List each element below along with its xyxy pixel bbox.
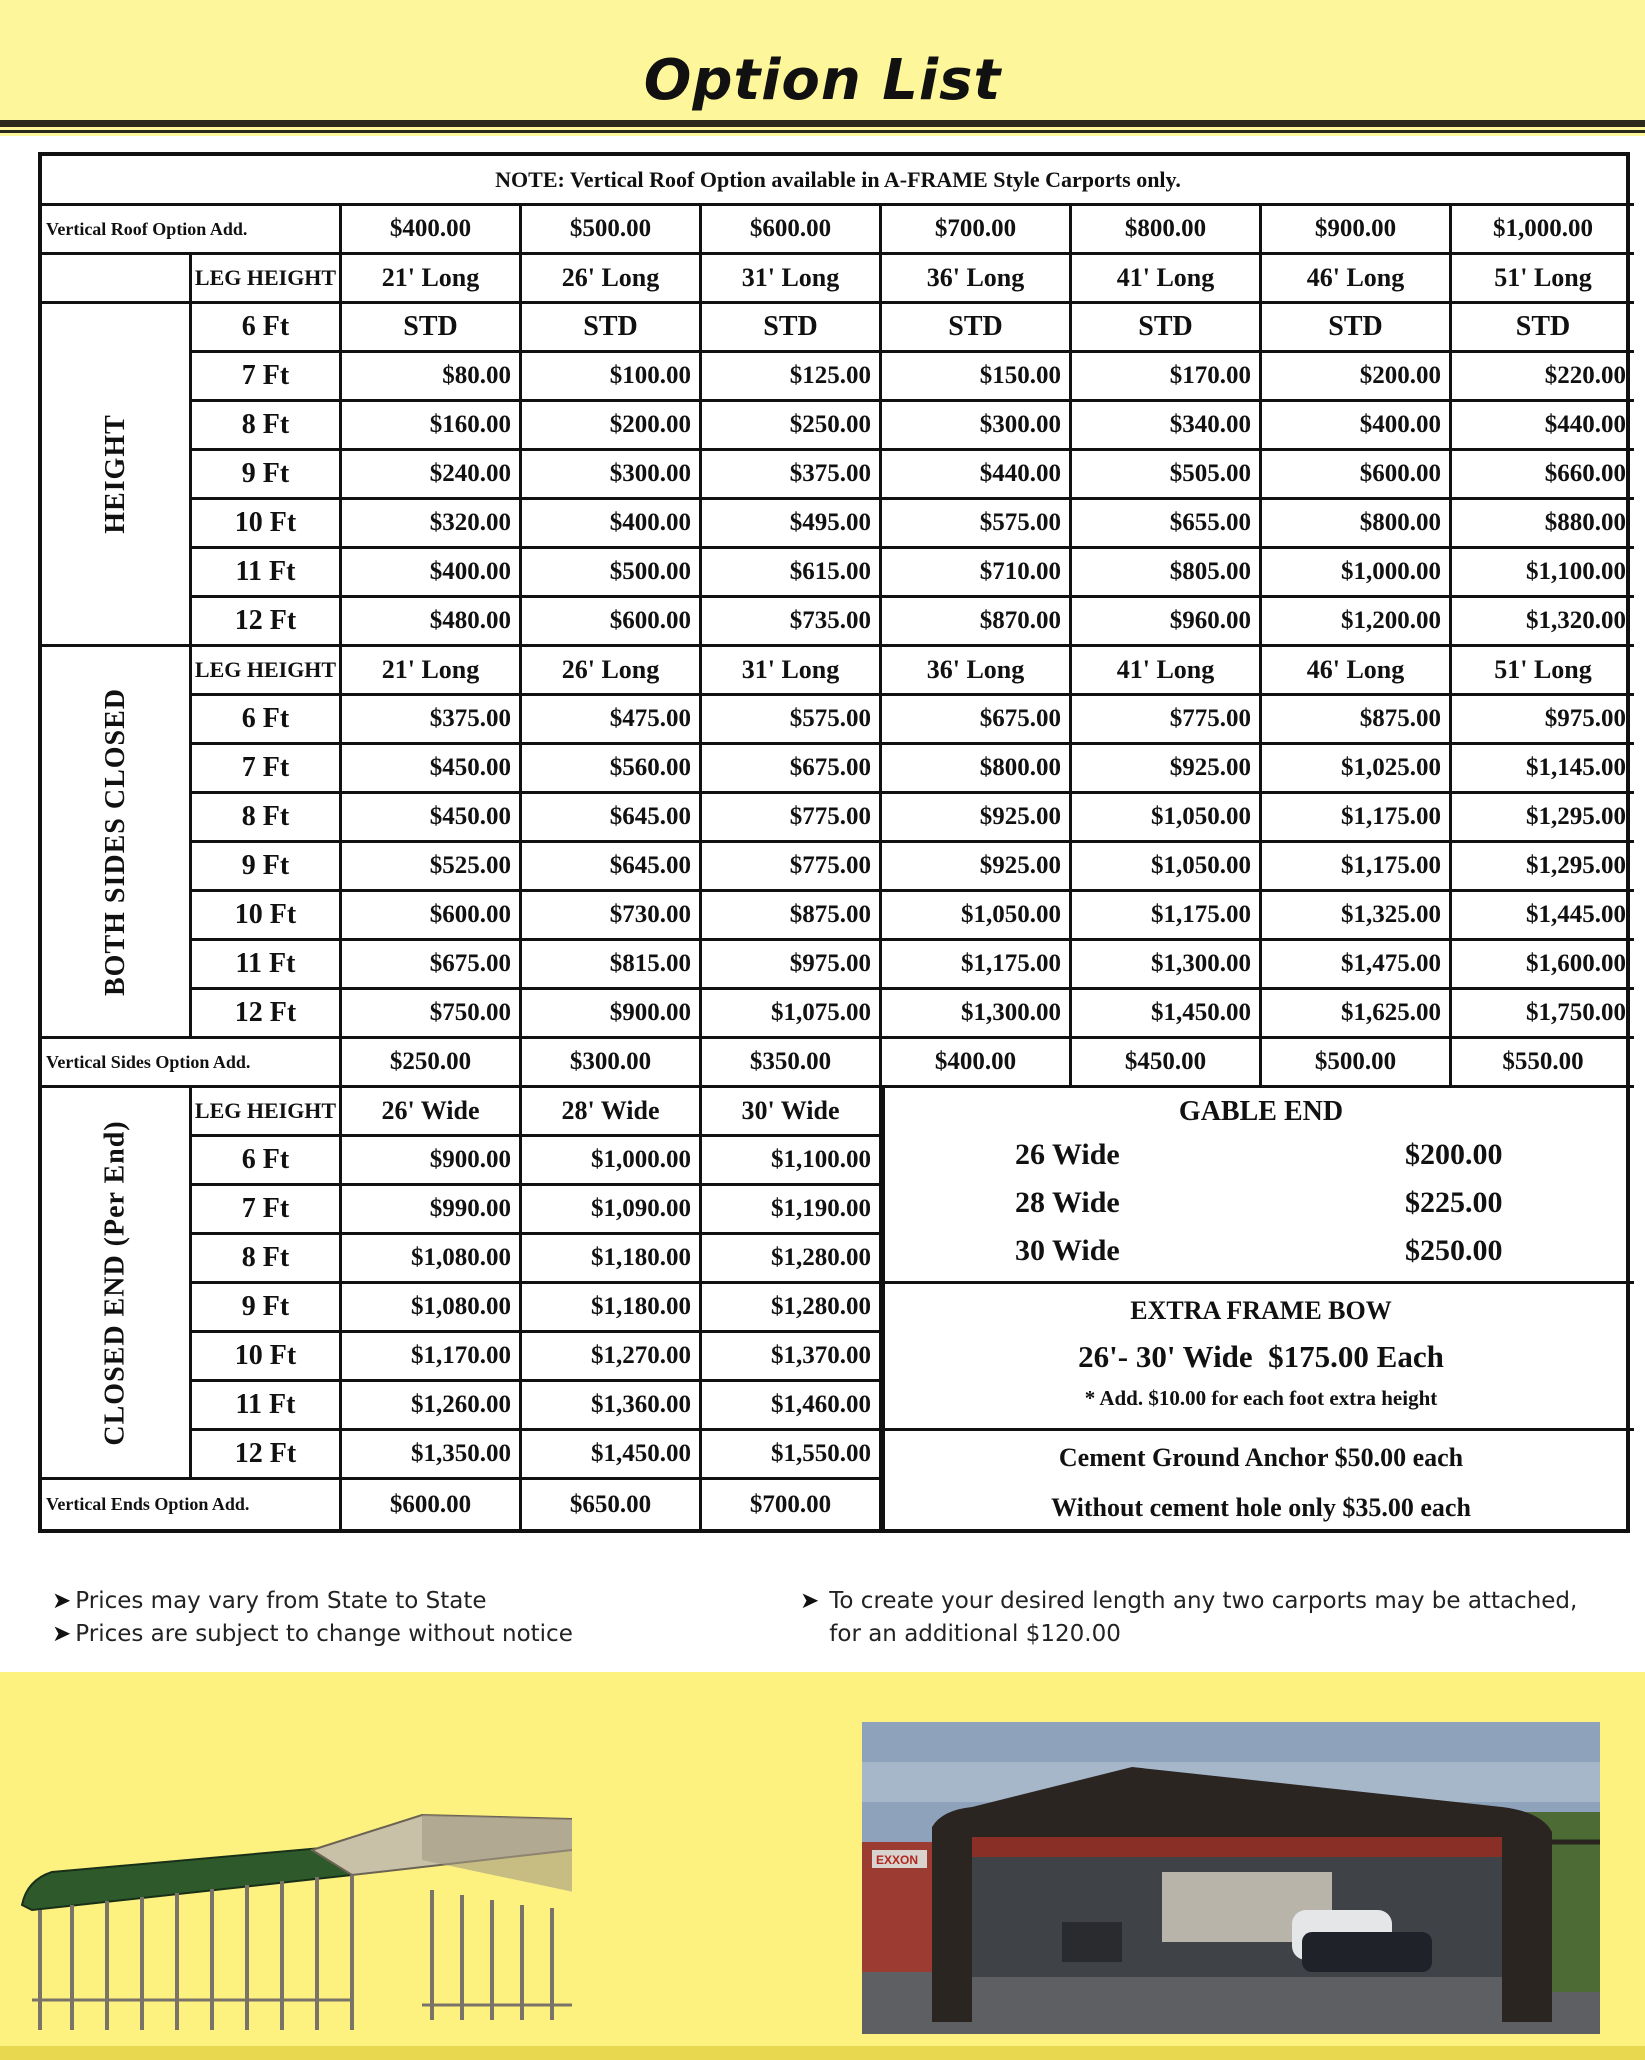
leg-height-value: 7 Ft <box>192 745 342 794</box>
price-cell: $1,175.00 <box>1262 794 1452 843</box>
price-cell: $1,300.00 <box>882 990 1072 1039</box>
price-cell: $400.00 <box>522 500 702 549</box>
price-cell: $925.00 <box>882 794 1072 843</box>
frame-bow-title: EXTRA FRAME BOW <box>1130 1296 1392 1325</box>
price-cell: $750.00 <box>342 990 522 1039</box>
section-label-text: CLOSED END (Per End) <box>99 1119 131 1446</box>
length-header: 36' Long <box>882 255 1072 304</box>
sides-option-price: $550.00 <box>1452 1039 1634 1088</box>
price-cell: $500.00 <box>522 549 702 598</box>
roof-option-price: $1,000.00 <box>1452 206 1634 255</box>
header-rule <box>0 120 1645 127</box>
anchor-line: Cement Ground Anchor $50.00 each <box>1058 1443 1464 1472</box>
leg-height-value: 8 Ft <box>192 1235 342 1284</box>
sides-section-label <box>42 647 192 1039</box>
leg-height-value: 11 Ft <box>192 549 342 598</box>
gable-price: $250.00 <box>1405 1234 1503 1267</box>
leg-height-value: 11 Ft <box>192 1382 342 1431</box>
gable-price: $200.00 <box>1405 1138 1503 1171</box>
sides-option-price: $500.00 <box>1262 1039 1452 1088</box>
price-cell: $1,100.00 <box>702 1137 882 1186</box>
price-cell: $560.00 <box>522 745 702 794</box>
price-cell: $300.00 <box>882 402 1072 451</box>
price-cell: $675.00 <box>882 696 1072 745</box>
price-cell: $925.00 <box>882 843 1072 892</box>
price-cell: $1,145.00 <box>1452 745 1634 794</box>
price-cell: STD <box>342 304 522 353</box>
price-cell: $675.00 <box>702 745 882 794</box>
leg-height-value: 12 Ft <box>192 1431 342 1480</box>
price-cell: $1,260.00 <box>342 1382 522 1431</box>
price-cell: STD <box>882 304 1072 353</box>
leg-height-value: 11 Ft <box>192 941 342 990</box>
length-header: 46' Long <box>1262 647 1452 696</box>
option-price-table <box>38 152 1630 1533</box>
price-cell: $250.00 <box>702 402 882 451</box>
frame-bow-price: 26'- 30' Wide $175.00 Each <box>1078 1339 1444 1374</box>
price-cell: $1,175.00 <box>1072 892 1262 941</box>
price-cell: $1,175.00 <box>882 941 1072 990</box>
price-cell: $505.00 <box>1072 451 1262 500</box>
length-header: 21' Long <box>342 255 522 304</box>
leg-height-value: 12 Ft <box>192 598 342 647</box>
price-cell: $440.00 <box>882 451 1072 500</box>
leg-height-value: 7 Ft <box>192 353 342 402</box>
note-text: Prices may vary from State to State <box>75 1588 487 1614</box>
roof-option-price: $400.00 <box>342 206 522 255</box>
price-cell: $1,270.00 <box>522 1333 702 1382</box>
price-cell: $730.00 <box>522 892 702 941</box>
price-cell: $1,550.00 <box>702 1431 882 1480</box>
price-cell: $615.00 <box>702 549 882 598</box>
price-cell: $925.00 <box>1072 745 1262 794</box>
arrow-icon: ➤ <box>800 1588 820 1614</box>
gable-width: 30 Wide <box>1015 1234 1120 1267</box>
length-header: 46' Long <box>1262 255 1452 304</box>
leg-height-value: 9 Ft <box>192 843 342 892</box>
price-cell: $1,600.00 <box>1452 941 1634 990</box>
note-banner: NOTE: Vertical Roof Option available in A-FRAME Style Carports only. <box>42 156 1634 206</box>
price-cell: $220.00 <box>1452 353 1634 402</box>
carport-photo <box>862 1722 1600 2034</box>
price-cell: $1,350.00 <box>342 1431 522 1480</box>
frame-bow-note: * Add. $10.00 for each foot extra height <box>1084 1386 1438 1410</box>
gable-price: $225.00 <box>1405 1186 1503 1219</box>
price-cell: $735.00 <box>702 598 882 647</box>
gable-width: 26 Wide <box>1015 1138 1120 1171</box>
roof-option-price: $500.00 <box>522 206 702 255</box>
price-cell: $990.00 <box>342 1186 522 1235</box>
leg-height-header: LEG HEIGHT <box>192 1088 342 1137</box>
price-cell: $1,170.00 <box>342 1333 522 1382</box>
price-cell: $320.00 <box>342 500 522 549</box>
price-cell: $440.00 <box>1452 402 1634 451</box>
sides-option-price: $250.00 <box>342 1039 522 1088</box>
ends-option-price: $650.00 <box>522 1480 702 1529</box>
price-cell: STD <box>1072 304 1262 353</box>
height-section-label <box>42 304 192 647</box>
extra-frame-bow-box <box>882 1284 1634 1431</box>
gable-width: 28 Wide <box>1015 1186 1120 1219</box>
price-cell: $1,295.00 <box>1452 794 1634 843</box>
leg-height-value: 7 Ft <box>192 1186 342 1235</box>
price-cell: $1,190.00 <box>702 1186 882 1235</box>
price-cell: $200.00 <box>1262 353 1452 402</box>
leg-height-value: 6 Ft <box>192 1137 342 1186</box>
price-cell: $1,075.00 <box>702 990 882 1039</box>
price-cell: $800.00 <box>1262 500 1452 549</box>
price-cell: $480.00 <box>342 598 522 647</box>
price-cell: STD <box>702 304 882 353</box>
price-cell: STD <box>522 304 702 353</box>
price-cell: $475.00 <box>522 696 702 745</box>
price-cell: $805.00 <box>1072 549 1262 598</box>
price-cell: $600.00 <box>522 598 702 647</box>
price-cell: $655.00 <box>1072 500 1262 549</box>
price-cell: $1,025.00 <box>1262 745 1452 794</box>
price-cell: $1,280.00 <box>702 1284 882 1333</box>
price-cell: $1,750.00 <box>1452 990 1634 1039</box>
price-cell: $450.00 <box>342 745 522 794</box>
leg-height-value: 6 Ft <box>192 696 342 745</box>
price-cell: $1,180.00 <box>522 1284 702 1333</box>
ends-option-price: $700.00 <box>702 1480 882 1529</box>
price-cell: $80.00 <box>342 353 522 402</box>
price-cell: $375.00 <box>702 451 882 500</box>
section-label-text: BOTH SIDES CLOSED <box>99 687 131 996</box>
price-cell: $600.00 <box>342 892 522 941</box>
length-header: 31' Long <box>702 255 882 304</box>
length-header: 51' Long <box>1452 647 1634 696</box>
price-cell: $660.00 <box>1452 451 1634 500</box>
blank-cell <box>42 255 192 304</box>
price-cell: $675.00 <box>342 941 522 990</box>
ends-option-price: $600.00 <box>342 1480 522 1529</box>
length-header: 26' Long <box>522 647 702 696</box>
price-cell: $375.00 <box>342 696 522 745</box>
price-cell: $150.00 <box>882 353 1072 402</box>
price-cell: $160.00 <box>342 402 522 451</box>
price-cell: $1,050.00 <box>1072 843 1262 892</box>
length-header: 41' Long <box>1072 255 1262 304</box>
price-cell: $1,295.00 <box>1452 843 1634 892</box>
leg-height-value: 8 Ft <box>192 402 342 451</box>
page-title: Option List <box>643 48 1002 113</box>
price-cell: $880.00 <box>1452 500 1634 549</box>
price-cell: $875.00 <box>702 892 882 941</box>
price-cell: $1,200.00 <box>1262 598 1452 647</box>
ends-option-label: Vertical Ends Option Add. <box>42 1480 342 1529</box>
anchor-box <box>882 1431 1634 1529</box>
price-cell: $975.00 <box>702 941 882 990</box>
price-cell: STD <box>1452 304 1634 353</box>
sides-option-price: $300.00 <box>522 1039 702 1088</box>
price-cell: $200.00 <box>522 402 702 451</box>
price-cell: $1,050.00 <box>882 892 1072 941</box>
leg-height-header: LEG HEIGHT <box>192 647 342 696</box>
price-cell: $400.00 <box>1262 402 1452 451</box>
notes-right <box>800 1585 1600 1651</box>
roof-option-price: $700.00 <box>882 206 1072 255</box>
leg-height-value: 12 Ft <box>192 990 342 1039</box>
leg-height-header: LEG HEIGHT <box>192 255 342 304</box>
price-cell: $1,175.00 <box>1262 843 1452 892</box>
price-cell: $1,325.00 <box>1262 892 1452 941</box>
price-cell: $1,000.00 <box>522 1137 702 1186</box>
roof-option-price: $600.00 <box>702 206 882 255</box>
price-cell: $900.00 <box>342 1137 522 1186</box>
price-cell: $600.00 <box>1262 451 1452 500</box>
price-cell: $495.00 <box>702 500 882 549</box>
price-cell: $1,475.00 <box>1262 941 1452 990</box>
price-cell: $575.00 <box>702 696 882 745</box>
price-cell: $340.00 <box>1072 402 1262 451</box>
note-text: To create your desired length any two carports may be attached, for an additional $120.00 <box>829 1588 1578 1647</box>
gable-end-box <box>882 1088 1634 1284</box>
length-header: 31' Long <box>702 647 882 696</box>
price-cell: $645.00 <box>522 843 702 892</box>
price-cell: $775.00 <box>1072 696 1262 745</box>
price-cell: $1,050.00 <box>1072 794 1262 843</box>
price-cell: $1,080.00 <box>342 1284 522 1333</box>
sides-option-price: $400.00 <box>882 1039 1072 1088</box>
price-cell: $800.00 <box>882 745 1072 794</box>
leg-height-value: 8 Ft <box>192 794 342 843</box>
price-cell: $1,370.00 <box>702 1333 882 1382</box>
price-cell: $815.00 <box>522 941 702 990</box>
price-cell: $1,300.00 <box>1072 941 1262 990</box>
gas-station-sign: EXXON <box>876 1853 919 1867</box>
leg-height-value: 10 Ft <box>192 1333 342 1382</box>
length-header: 36' Long <box>882 647 1072 696</box>
price-cell: $975.00 <box>1452 696 1634 745</box>
arrow-icon: ➤ <box>52 1621 72 1647</box>
price-cell: $1,450.00 <box>522 1431 702 1480</box>
price-cell: $1,100.00 <box>1452 549 1634 598</box>
leg-height-value: 10 Ft <box>192 892 342 941</box>
length-header: 41' Long <box>1072 647 1262 696</box>
carport-illustration <box>12 1700 572 2030</box>
roof-option-price: $900.00 <box>1262 206 1452 255</box>
price-cell: $1,625.00 <box>1262 990 1452 1039</box>
leg-height-value: 6 Ft <box>192 304 342 353</box>
notes-left <box>52 1585 573 1651</box>
price-cell: $775.00 <box>702 794 882 843</box>
price-cell: $875.00 <box>1262 696 1452 745</box>
price-cell: $1,180.00 <box>522 1235 702 1284</box>
price-cell: $960.00 <box>1072 598 1262 647</box>
leg-height-value: 9 Ft <box>192 451 342 500</box>
bottom-rule <box>0 2046 1645 2060</box>
header-rule-thin <box>0 130 1645 133</box>
section-label-text: HEIGHT <box>99 414 131 534</box>
price-cell: $1,445.00 <box>1452 892 1634 941</box>
price-cell: $1,090.00 <box>522 1186 702 1235</box>
price-cell: $575.00 <box>882 500 1072 549</box>
roof-option-price: $800.00 <box>1072 206 1262 255</box>
price-cell: $400.00 <box>342 549 522 598</box>
price-cell: $1,460.00 <box>702 1382 882 1431</box>
price-cell: $100.00 <box>522 353 702 402</box>
price-cell: $1,450.00 <box>1072 990 1262 1039</box>
width-header: 26' Wide <box>342 1088 522 1137</box>
width-header: 30' Wide <box>702 1088 882 1137</box>
ends-section-label <box>42 1088 192 1480</box>
anchor-line: Without cement hole only $35.00 each <box>1051 1493 1471 1522</box>
width-header: 28' Wide <box>522 1088 702 1137</box>
price-cell: STD <box>1262 304 1452 353</box>
note-item <box>52 1585 573 1618</box>
price-cell: $240.00 <box>342 451 522 500</box>
price-cell: $870.00 <box>882 598 1072 647</box>
length-header: 26' Long <box>522 255 702 304</box>
price-cell: $170.00 <box>1072 353 1262 402</box>
note-item <box>52 1618 573 1651</box>
price-cell: $300.00 <box>522 451 702 500</box>
sides-option-label: Vertical Sides Option Add. <box>42 1039 342 1088</box>
leg-height-value: 10 Ft <box>192 500 342 549</box>
photo-scene <box>862 1722 1600 2034</box>
price-cell: $1,360.00 <box>522 1382 702 1431</box>
arrow-icon: ➤ <box>52 1588 72 1614</box>
price-cell: $775.00 <box>702 843 882 892</box>
roof-option-label: Vertical Roof Option Add. <box>42 206 342 255</box>
sides-option-price: $350.00 <box>702 1039 882 1088</box>
leg-height-value: 9 Ft <box>192 1284 342 1333</box>
price-cell: $710.00 <box>882 549 1072 598</box>
length-header: 51' Long <box>1452 255 1634 304</box>
price-cell: $525.00 <box>342 843 522 892</box>
price-cell: $900.00 <box>522 990 702 1039</box>
note-text: Prices are subject to change without notice <box>75 1621 573 1647</box>
sides-option-price: $450.00 <box>1072 1039 1262 1088</box>
price-cell: $1,280.00 <box>702 1235 882 1284</box>
price-cell: $1,000.00 <box>1262 549 1452 598</box>
price-cell: $1,080.00 <box>342 1235 522 1284</box>
gable-end-title: GABLE END <box>1178 1096 1344 1127</box>
price-cell: $450.00 <box>342 794 522 843</box>
price-cell: $1,320.00 <box>1452 598 1634 647</box>
price-cell: $125.00 <box>702 353 882 402</box>
price-cell: $645.00 <box>522 794 702 843</box>
length-header: 21' Long <box>342 647 522 696</box>
